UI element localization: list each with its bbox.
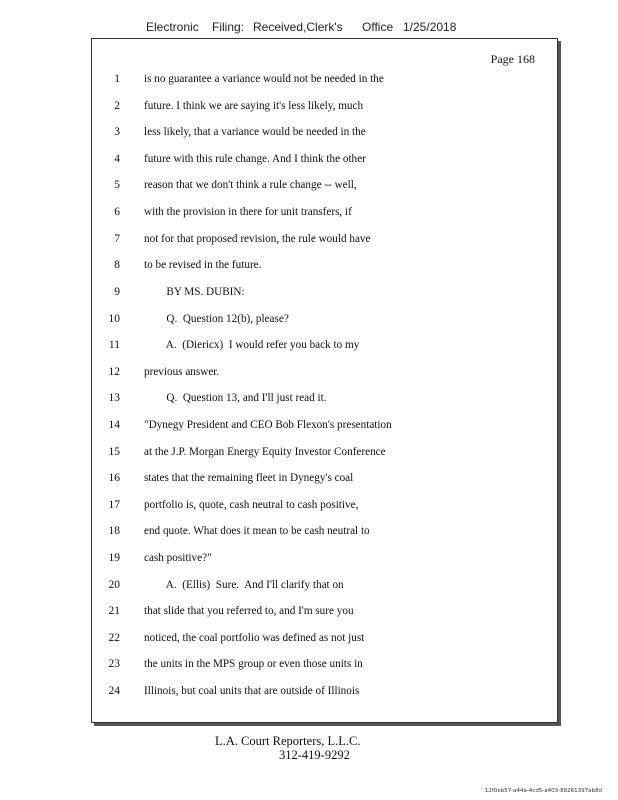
line-text: less likely, that a variance would be needed in the bbox=[144, 126, 366, 138]
line-text: cash positive?" bbox=[144, 552, 212, 564]
line-text: at the J.P. Morgan Energy Equity Investor Conference bbox=[144, 446, 386, 458]
line-text: future with this rule change. And I think the other bbox=[144, 153, 366, 165]
footer-phone: 312-419-9292 bbox=[279, 748, 350, 762]
line-number: 6 bbox=[114, 206, 120, 218]
line-number: 15 bbox=[108, 446, 120, 458]
filing-header-word: Electronic bbox=[146, 20, 199, 34]
line-number: 5 bbox=[114, 179, 120, 191]
line-number: 20 bbox=[108, 579, 120, 591]
line-text: states that the remaining fleet in Dynegy's coal bbox=[144, 472, 354, 484]
line-number: 1 bbox=[114, 73, 120, 85]
line-number: 18 bbox=[108, 525, 120, 537]
line-number: 24 bbox=[108, 685, 120, 697]
line-text: "Dynegy President and CEO Bob Flexon's presentation bbox=[144, 419, 392, 431]
line-text: not for that proposed revision, the rule would have bbox=[144, 233, 371, 245]
line-text: to be revised in the future. bbox=[144, 259, 262, 271]
line-number: 10 bbox=[108, 313, 120, 325]
line-number: 22 bbox=[108, 632, 120, 644]
footer-company: L.A. Court Reporters, L.L.C. bbox=[215, 734, 361, 748]
line-text: A. (Ellis) Sure. And I'll clarify that on bbox=[144, 579, 344, 591]
line-text: Illinois, but coal units that are outside of Illinois bbox=[144, 685, 360, 697]
line-text: BY MS. DUBIN: bbox=[144, 286, 245, 298]
line-number: 7 bbox=[114, 233, 120, 245]
line-text: that slide that you referred to, and I'm sure you bbox=[144, 605, 354, 617]
line-text: noticed, the coal portfolio was defined as not just bbox=[144, 632, 365, 644]
line-number: 23 bbox=[108, 658, 120, 670]
transcript-page bbox=[91, 38, 558, 723]
line-number: 4 bbox=[114, 153, 120, 165]
line-number: 13 bbox=[108, 392, 120, 404]
filing-header bbox=[146, 20, 466, 36]
line-text: previous answer. bbox=[144, 366, 220, 378]
line-text: reason that we don't think a rule change -- well, bbox=[144, 179, 357, 191]
line-number: 2 bbox=[114, 100, 120, 112]
line-number: 16 bbox=[108, 472, 120, 484]
line-text: A. (Diericx) I would refer you back to my bbox=[144, 339, 360, 351]
line-text: future. I think we are saying it's less likely, much bbox=[144, 100, 364, 112]
line-text: Q. Question 12(b), please? bbox=[144, 313, 289, 325]
line-text: the units in the MPS group or even those units in bbox=[144, 658, 363, 670]
document-id: 12f0eb57-a44a-4cd5-a403-88261397ab8d bbox=[484, 788, 602, 794]
filing-header-word: Received,Clerk's bbox=[253, 20, 343, 34]
line-number: 19 bbox=[108, 552, 120, 564]
filing-header-word: Office bbox=[362, 20, 394, 34]
line-number: 14 bbox=[108, 419, 120, 431]
filing-header-word: Filing: bbox=[212, 20, 245, 34]
page-number: Page 168 bbox=[490, 52, 535, 66]
line-text: with the provision in there for unit transfers, if bbox=[144, 206, 352, 218]
line-number: 17 bbox=[108, 499, 120, 511]
line-text: Q. Question 13, and I'll just read it. bbox=[144, 392, 327, 404]
line-number: 9 bbox=[114, 286, 120, 298]
line-text: is no guarantee a variance would not be needed in the bbox=[144, 73, 384, 85]
line-text: portfolio is, quote, cash neutral to cash positive, bbox=[144, 499, 359, 511]
line-number: 12 bbox=[108, 366, 120, 378]
line-number: 3 bbox=[114, 126, 120, 138]
line-number: 8 bbox=[114, 259, 120, 271]
line-number: 11 bbox=[108, 339, 120, 351]
line-number: 21 bbox=[108, 605, 120, 617]
filing-date: 1/25/2018 bbox=[403, 20, 457, 34]
line-text: end quote. What does it mean to be cash neutral to bbox=[144, 525, 370, 537]
